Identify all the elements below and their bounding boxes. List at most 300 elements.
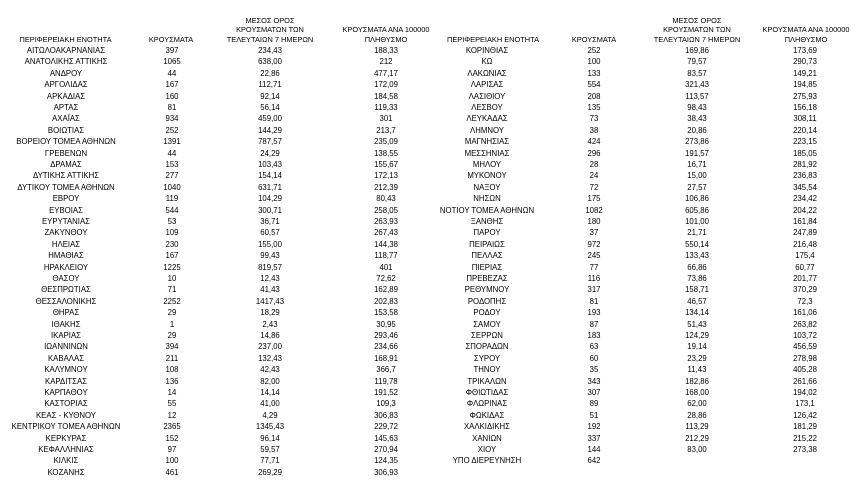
- cell-per100k: 275,93: [793, 91, 817, 101]
- cell-cases: 1225: [163, 262, 181, 272]
- cell-region: ΑΙΤΩΛΟΑΚΑΡΝΑΝΙΑΣ: [26, 46, 106, 55]
- cell-per100k: 138,55: [374, 148, 398, 158]
- cell-region: ΔΥΤΙΚΗΣ ΑΤΤΙΚΗΣ: [32, 171, 100, 181]
- cell-avg7: 12,43: [260, 274, 280, 283]
- cell-avg7: 96,14: [260, 433, 280, 443]
- cell-cases: 29: [167, 308, 177, 318]
- cell-per100k: 370,29: [793, 285, 817, 295]
- cell-cases: 116: [587, 274, 601, 283]
- cell-region: ΚΟΖΑΝΗΣ: [47, 467, 85, 477]
- cell-avg7: 66,86: [687, 262, 707, 272]
- cell-region: ΡΟΔΟΠΗΣ: [467, 296, 507, 306]
- cell-cases: 14: [167, 388, 177, 397]
- cell-cases: 1391: [163, 137, 181, 147]
- cell-cases: 100: [587, 57, 601, 67]
- cell-avg7: 132,43: [258, 353, 282, 363]
- cell-avg7: 98,43: [687, 103, 707, 112]
- cell-per100k: 247,89: [793, 228, 817, 238]
- cell-region: ΔΡΑΜΑΣ: [50, 160, 82, 169]
- cell-cases: 1040: [163, 182, 181, 192]
- cell-cases: 28: [589, 160, 599, 169]
- cell-cases: 277: [165, 171, 179, 181]
- cell-per100k: 213,7: [376, 125, 396, 135]
- header-region-right: ΠΕΡΙΦΕΡΕΙΑΚΗ ΕΝΟΤΗΤΑ: [447, 34, 539, 44]
- cell-cases: 136: [165, 376, 179, 386]
- cell-cases: 252: [587, 46, 601, 55]
- cell-cases: 100: [165, 456, 179, 466]
- cell-region: ΛΑΣΙΘΙΟΥ: [468, 91, 506, 101]
- cell-per100k: 234,42: [793, 194, 817, 204]
- cell-region: ΠΕΙΡΑΙΩΣ: [469, 239, 505, 249]
- cell-cases: 152: [165, 433, 179, 443]
- cell-region: ΒΟΡΕΙΟΥ ΤΟΜΕΑ ΑΘΗΝΩΝ: [16, 137, 116, 147]
- cell-per100k: 293,46: [374, 331, 398, 340]
- cell-region: ΚΑΣΤΟΡΙΑΣ: [44, 399, 88, 409]
- cell-avg7: 101,00: [685, 217, 709, 226]
- cell-cases: 135: [587, 103, 601, 112]
- cell-region: ΗΜΑΘΙΑΣ: [48, 251, 84, 261]
- cell-cases: 1: [169, 319, 175, 329]
- cell-avg7: 134,14: [685, 308, 709, 318]
- cell-per100k: 366,7: [376, 365, 396, 375]
- cell-avg7: 182,86: [685, 376, 709, 386]
- cell-per100k: 229,72: [374, 422, 398, 432]
- cell-per100k: 175,4: [795, 251, 815, 261]
- cell-region: ΚΕΡΚΥΡΑΣ: [45, 433, 87, 443]
- cell-per100k: 145,63: [374, 433, 398, 443]
- cell-avg7: 631,71: [258, 182, 282, 192]
- cell-per100k: [765, 455, 845, 466]
- cell-cases: 183: [587, 331, 601, 340]
- cell-avg7: 638,00: [258, 57, 282, 67]
- cell-cases: 180: [587, 217, 601, 226]
- cell-per100k: 273,38: [793, 445, 817, 454]
- cell-cases: 192: [587, 422, 601, 432]
- cell-region: ΠΙΕΡΙΑΣ: [471, 262, 503, 272]
- cell-per100k: 156,18: [793, 103, 817, 112]
- cell-avg7: 20,86: [687, 125, 707, 135]
- cell-region: ΡΟΔΟΥ: [473, 308, 501, 318]
- cell-per100k: 263,93: [374, 217, 398, 226]
- cell-cases: 245: [587, 251, 601, 261]
- cell-region: ΜΑΓΝΗΣΙΑΣ: [464, 137, 510, 147]
- cell-cases: 337: [587, 433, 601, 443]
- cell-cases: 208: [587, 91, 601, 101]
- cell-cases: 2365: [163, 422, 181, 432]
- cell-per100k: 124,35: [374, 456, 398, 466]
- cell-per100k: 184,58: [374, 91, 398, 101]
- cell-cases: 29: [167, 331, 177, 340]
- cell-per100k: 161,06: [793, 308, 817, 318]
- cell-avg7: 73,86: [687, 274, 707, 283]
- cell-per100k: 456,59: [793, 342, 817, 352]
- cell-per100k: 119,33: [374, 103, 398, 112]
- cell-cases: 44: [167, 68, 177, 78]
- cell-region: ΙΩΑΝΝΙΝΩΝ: [44, 342, 88, 352]
- cell-cases: 35: [589, 365, 599, 375]
- cell-per100k: 185,05: [793, 148, 817, 158]
- cell-per100k: 267,43: [374, 228, 398, 238]
- cell-region: ΤΡΙΚΑΛΩΝ: [467, 376, 507, 386]
- cell-avg7: 113,29: [685, 422, 709, 432]
- cell-cases: 81: [167, 103, 177, 112]
- cell-cases: 73: [589, 114, 599, 124]
- cell-avg7: 212,29: [685, 433, 709, 443]
- cell-avg7: 104,29: [258, 194, 282, 204]
- cell-per100k: 173,1: [795, 399, 815, 409]
- cell-per100k: 212,39: [374, 182, 398, 192]
- cell-per100k: 308,11: [793, 114, 817, 124]
- cell-avg7: 27,57: [687, 182, 707, 192]
- cell-cases: 97: [167, 445, 177, 454]
- cell-region: ΛΕΥΚΑΔΑΣ: [466, 114, 508, 124]
- cell-cases: 296: [587, 148, 601, 158]
- cell-per100k: 144,38: [374, 239, 398, 249]
- cell-region: ΧΑΝΙΩΝ: [472, 433, 502, 443]
- cell-cases: 71: [167, 285, 177, 295]
- cell-region: ΚΩ: [481, 57, 493, 67]
- cell-region: ΞΑΝΘΗΣ: [470, 217, 504, 226]
- cell-per100k: 173,69: [793, 46, 817, 55]
- cell-avg7: 1417,43: [255, 296, 285, 306]
- cell-avg7: 24,29: [260, 148, 280, 158]
- cell-cases: 554: [587, 80, 601, 90]
- cell-avg7: 144,29: [258, 125, 282, 135]
- cell-per100k: 220,14: [793, 125, 817, 135]
- cell-cases: 160: [165, 91, 179, 101]
- cell-avg7: 4,29: [262, 410, 278, 420]
- cell-avg7: 155,00: [258, 239, 282, 249]
- cell-per100k: 191,52: [374, 388, 398, 397]
- cell-cases: 53: [167, 217, 177, 226]
- cell-per100k: 204,22: [793, 205, 817, 215]
- cell-region: ΜΥΚΟΝΟΥ: [467, 171, 507, 181]
- cell-per100k: 281,92: [793, 160, 817, 169]
- cell-region: ΘΑΣΟΥ: [52, 274, 80, 283]
- cell-cases: 1082: [585, 205, 603, 215]
- cell-per100k: 405,28: [793, 365, 817, 375]
- cell-avg7: 237,00: [258, 342, 282, 352]
- cell-region: ΝΗΣΩΝ: [473, 194, 501, 204]
- cell-avg7: 14,14: [260, 388, 280, 397]
- cell-region: ΚΟΡΙΝΘΙΑΣ: [465, 46, 509, 55]
- cell-cases: 144: [587, 445, 601, 454]
- cell-avg7: 11,43: [687, 365, 707, 375]
- cell-per100k: 301: [379, 114, 393, 124]
- cell-cases: 133: [587, 68, 601, 78]
- cell-avg7: 169,86: [685, 46, 709, 55]
- cell-region: ΗΡΑΚΛΕΙΟΥ: [43, 262, 89, 272]
- cell-region: ΚΑΡΔΙΤΣΑΣ: [45, 376, 87, 386]
- cell-cases: 934: [165, 114, 179, 124]
- cell-avg7: 113,57: [685, 91, 709, 101]
- cell-cases: 24: [589, 171, 599, 181]
- cell-cases: 972: [587, 239, 601, 249]
- cell-cases: 544: [165, 205, 179, 215]
- cell-region: ΤΗΝΟΥ: [473, 365, 501, 375]
- header-avg7-right: ΜΕΣΟΣ ΟΡΟΣ ΚΡΟΥΣΜΑΤΩΝ ΤΩΝ ΤΕΛΕΥΤΑΙΩΝ 7 ΗΜΕΡΩΝ: [653, 15, 741, 44]
- cell-region: ΓΡΕΒΕΝΩΝ: [44, 148, 88, 158]
- cell-avg7: 99,43: [260, 251, 280, 261]
- cell-region: ΖΑΚΥΝΘΟΥ: [44, 228, 88, 238]
- cell-per100k: 60,77: [795, 262, 815, 272]
- cell-cases: 167: [165, 80, 179, 90]
- cell-per100k: 72,62: [376, 274, 396, 283]
- cell-per100k: 201,77: [793, 274, 817, 283]
- cell-per100k: 202,83: [374, 296, 398, 306]
- cell-avg7: [657, 455, 737, 466]
- cell-region: ΑΧΑΪΑΣ: [52, 114, 80, 124]
- cell-avg7: 79,57: [687, 57, 707, 67]
- cell-cases: 153: [165, 160, 179, 169]
- cell-region: ΑΡΓΟΛΙΔΑΣ: [44, 80, 88, 90]
- header-per100k-right: ΚΡΟΥΣΜΑΤΑ ΑΝΑ 100000 ΠΛΗΘΥΣΜΟ: [762, 25, 850, 44]
- cell-region: ΣΕΡΡΩΝ: [471, 331, 503, 340]
- cell-region: ΘΕΣΠΡΩΤΙΑΣ: [41, 285, 91, 295]
- cell-region: ΦΘΙΩΤΙΔΑΣ: [465, 388, 509, 397]
- cell-cases: 109: [165, 228, 179, 238]
- cell-region: ΚΑΡΠΑΘΟΥ: [44, 388, 88, 397]
- cell-region: ΛΑΚΩΝΙΑΣ: [467, 68, 507, 78]
- cell-avg7: 787,57: [258, 137, 282, 147]
- cell-avg7: 83,57: [687, 68, 707, 78]
- cell-region: ΣΑΜΟΥ: [473, 319, 501, 329]
- cell-region: ΔΥΤΙΚΟΥ ΤΟΜΕΑ ΑΘΗΝΩΝ: [17, 182, 115, 192]
- cell-per100k: 261,66: [793, 376, 817, 386]
- cell-per100k: 477,17: [374, 68, 398, 78]
- cell-avg7: 42,43: [260, 365, 280, 375]
- cell-cases: 397: [165, 46, 179, 55]
- cell-cases: 461: [165, 467, 179, 477]
- cell-region: ΙΚΑΡΙΑΣ: [51, 331, 81, 340]
- cell-avg7: 234,43: [258, 46, 282, 55]
- cell-cases: 167: [165, 251, 179, 261]
- cell-avg7: 46,57: [687, 296, 707, 306]
- cell-per100k: 223,15: [793, 137, 817, 147]
- cell-avg7: 22,86: [260, 68, 280, 78]
- cell-region: ΙΘΑΚΗΣ: [51, 319, 81, 329]
- cell-cases: 642: [587, 456, 601, 466]
- cell-per100k: 161,84: [793, 217, 817, 226]
- cell-region: ΑΝΑΤΟΛΙΚΗΣ ΑΤΤΙΚΗΣ: [24, 57, 108, 67]
- cell-region: ΣΠΟΡΑΔΩΝ: [465, 342, 509, 352]
- cell-avg7: 321,43: [685, 80, 709, 90]
- cell-region: ΑΡΤΑΣ: [53, 103, 79, 112]
- cell-cases: 12: [167, 410, 177, 420]
- cell-cases: 230: [165, 239, 179, 249]
- cell-avg7: 605,86: [685, 205, 709, 215]
- cell-per100k: 258,05: [374, 205, 398, 215]
- cell-per100k: 270,94: [374, 445, 398, 454]
- cell-cases: 2252: [163, 296, 181, 306]
- cell-per100k: 119,78: [374, 376, 398, 386]
- cell-region: ΝΟΤΙΟΥ ΤΟΜΕΑ ΑΘΗΝΩΝ: [439, 205, 535, 215]
- cell-avg7: 273,86: [685, 137, 709, 147]
- cell-per100k: 278,98: [793, 353, 817, 363]
- cell-cases: 87: [589, 319, 599, 329]
- cell-cases: 424: [587, 137, 601, 147]
- cell-per100k: 103,72: [793, 331, 817, 340]
- cell-avg7: 15,00: [687, 171, 707, 181]
- cell-cases: 1065: [163, 57, 181, 67]
- cell-avg7: 60,57: [260, 228, 280, 238]
- header-region-left: ΠΕΡΙΦΕΡΕΙΑΚΗ ΕΝΟΤΗΤΑ: [19, 34, 112, 44]
- cell-per100k: 306,93: [374, 467, 398, 477]
- cell-per100k: 181,29: [793, 422, 817, 432]
- cell-region: ΘΕΣΣΑΛΟΝΙΚΗΣ: [35, 296, 97, 306]
- cell-region: ΕΥΒΟΙΑΣ: [49, 205, 83, 215]
- cell-per100k: 172,13: [374, 171, 398, 181]
- cell-region: ΑΡΚΑΔΙΑΣ: [46, 91, 86, 101]
- cell-cases: 63: [589, 342, 599, 352]
- cell-per100k: 234,66: [374, 342, 398, 352]
- cell-per100k: 153,58: [374, 308, 398, 318]
- cell-avg7: 1345,43: [255, 422, 285, 432]
- cell-avg7: 112,71: [258, 80, 282, 90]
- cell-cases: 37: [589, 228, 599, 238]
- cell-cases: 193: [587, 308, 601, 318]
- cell-region: ΒΟΙΩΤΙΑΣ: [47, 125, 85, 135]
- cell-avg7: 83,00: [687, 445, 707, 454]
- cell-region: ΥΠΟ ΔΙΕΡΕΥΝΗΣΗ: [452, 456, 522, 466]
- cell-cases: 307: [587, 388, 601, 397]
- cell-region: ΣΥΡΟΥ: [473, 353, 501, 363]
- cell-per100k: 345,54: [793, 182, 817, 192]
- cell-cases: 252: [165, 125, 179, 135]
- cell-region: ΚΕΝΤΡΙΚΟΥ ΤΟΜΕΑ ΑΘΗΝΩΝ: [11, 422, 121, 432]
- cell-avg7: 103,43: [258, 160, 282, 169]
- cell-avg7: 19,14: [687, 342, 707, 352]
- cell-per100k: 216,48: [793, 239, 817, 249]
- cell-per100k: 118,77: [374, 251, 398, 261]
- cell-region: ΦΩΚΙΔΑΣ: [469, 410, 505, 420]
- cell-per100k: 126,42: [793, 410, 817, 420]
- cell-avg7: 18,29: [260, 308, 280, 318]
- cell-per100k: 109,3: [376, 399, 396, 409]
- cell-per100k: 172,09: [374, 80, 398, 90]
- cell-avg7: 550,14: [685, 239, 709, 249]
- cell-avg7: 133,43: [685, 251, 709, 261]
- cell-region: ΘΗΡΑΣ: [52, 308, 80, 318]
- cell-region: ΛΕΣΒΟΥ: [471, 103, 503, 112]
- cell-avg7: 21,71: [687, 228, 707, 238]
- cell-cases: 55: [167, 399, 177, 409]
- cell-cases: 72: [589, 182, 599, 192]
- cell-avg7: 459,00: [258, 114, 282, 124]
- cell-avg7: 23,29: [687, 353, 707, 363]
- cell-cases: 211: [165, 353, 179, 363]
- cell-region: ΚΑΛΥΜΝΟΥ: [44, 365, 88, 375]
- cell-region: ΠΕΛΛΑΣ: [471, 251, 503, 261]
- cell-region: ΕΒΡΟΥ: [52, 194, 80, 204]
- cell-per100k: 236,83: [793, 171, 817, 181]
- cell-region: ΚΕΦΑΛΛΗΝΙΑΣ: [38, 445, 94, 454]
- cell-avg7: 36,71: [260, 217, 280, 226]
- cell-per100k: 149,21: [793, 68, 817, 78]
- cell-cases: 10: [167, 274, 177, 283]
- cell-avg7: 51,43: [687, 319, 707, 329]
- cell-per100k: 80,43: [376, 194, 396, 204]
- cell-per100k: 194,85: [793, 80, 817, 90]
- cell-avg7: 28,86: [687, 410, 707, 420]
- cell-region: ΚΙΛΚΙΣ: [53, 456, 79, 466]
- cell-avg7: 2,43: [262, 319, 278, 329]
- header-avg7-left: ΜΕΣΟΣ ΟΡΟΣ ΚΡΟΥΣΜΑΤΩΝ ΤΩΝ ΤΕΛΕΥΤΑΙΩΝ 7 ΗΜΕΡΩΝ: [226, 15, 314, 44]
- cell-per100k: 306,83: [374, 410, 398, 420]
- cell-per100k: 194,02: [793, 388, 817, 397]
- cell-per100k: 168,91: [374, 353, 398, 363]
- cell-per100k: 263,82: [793, 319, 817, 329]
- cell-cases: 81: [589, 296, 599, 306]
- cell-region: ΛΗΜΝΟΥ: [470, 125, 504, 135]
- cell-avg7: 59,57: [260, 445, 280, 454]
- cell-avg7: 62,00: [687, 399, 707, 409]
- cell-region: ΜΕΣΣΗΝΙΑΣ: [464, 148, 510, 158]
- cell-region: ΜΗΛΟΥ: [472, 160, 502, 169]
- cell-avg7: 168,00: [685, 388, 709, 397]
- cell-per100k: 162,89: [374, 285, 398, 295]
- cell-avg7: 154,14: [258, 171, 282, 181]
- cell-avg7: 16,71: [687, 160, 707, 169]
- cell-region: ΛΑΡΙΣΑΣ: [470, 80, 504, 90]
- cell-region: ΑΝΔΡΟΥ: [49, 68, 83, 78]
- cell-region: ΠΑΡΟΥ: [473, 228, 501, 238]
- cell-cases: 175: [587, 194, 601, 204]
- cell-region: ΚΕΑΣ - ΚΥΘΝΟΥ: [35, 410, 97, 420]
- cell-per100k: 30,95: [376, 319, 396, 329]
- cell-region: ΧΙΟΥ: [477, 445, 497, 454]
- cell-per100k: 212: [379, 57, 393, 67]
- cell-avg7: 82,00: [260, 376, 280, 386]
- cell-avg7: 92,14: [260, 91, 280, 101]
- cell-avg7: 106,86: [685, 194, 709, 204]
- cell-per100k: 215,22: [793, 433, 817, 443]
- cell-cases: 343: [587, 376, 601, 386]
- cell-per100k: 155,67: [374, 160, 398, 169]
- cell-region: ΚΑΒΑΛΑΣ: [47, 353, 85, 363]
- cell-avg7: 41,00: [260, 399, 280, 409]
- cell-per100k: 290,73: [793, 57, 817, 67]
- cell-region: ΧΑΛΚΙΔΙΚΗΣ: [463, 422, 510, 432]
- cell-avg7: 819,57: [258, 262, 282, 272]
- cell-cases: 394: [165, 342, 179, 352]
- cell-region: ΠΡΕΒΕΖΑΣ: [466, 274, 508, 283]
- cell-cases: 44: [167, 148, 177, 158]
- cell-cases: 89: [589, 399, 599, 409]
- header-per100k-left: ΚΡΟΥΣΜΑΤΑ ΑΝΑ 100000 ΠΛΗΘΥΣΜΟ: [342, 25, 430, 44]
- cell-region: ΦΛΩΡΙΝΑΣ: [466, 399, 508, 409]
- cell-cases: 108: [165, 365, 179, 375]
- cell-cases: 38: [589, 125, 599, 135]
- cell-region: ΗΛΕΙΑΣ: [51, 239, 81, 249]
- cell-avg7: 300,71: [258, 205, 282, 215]
- cell-cases: 119: [165, 194, 179, 204]
- header-cases-left: ΚΡΟΥΣΜΑΤΑ: [148, 34, 194, 44]
- cell-avg7: 38,43: [687, 114, 707, 124]
- cell-cases: 51: [589, 410, 599, 420]
- cell-per100k: 72,3: [797, 296, 813, 306]
- cell-avg7: 124,29: [685, 331, 709, 340]
- cell-region: ΡΕΘΥΜΝΟΥ: [464, 285, 510, 295]
- cell-cases: 77: [589, 262, 599, 272]
- header-cases-right: ΚΡΟΥΣΜΑΤΑ: [571, 34, 617, 44]
- cell-cases: 317: [587, 285, 601, 295]
- cell-region: ΝΑΞΟΥ: [473, 182, 501, 192]
- cell-per100k: 235,09: [374, 137, 398, 147]
- cell-avg7: 191,57: [685, 148, 709, 158]
- cell-region: ΕΥΡΥΤΑΝΙΑΣ: [41, 217, 90, 226]
- cell-avg7: 77,71: [260, 456, 280, 466]
